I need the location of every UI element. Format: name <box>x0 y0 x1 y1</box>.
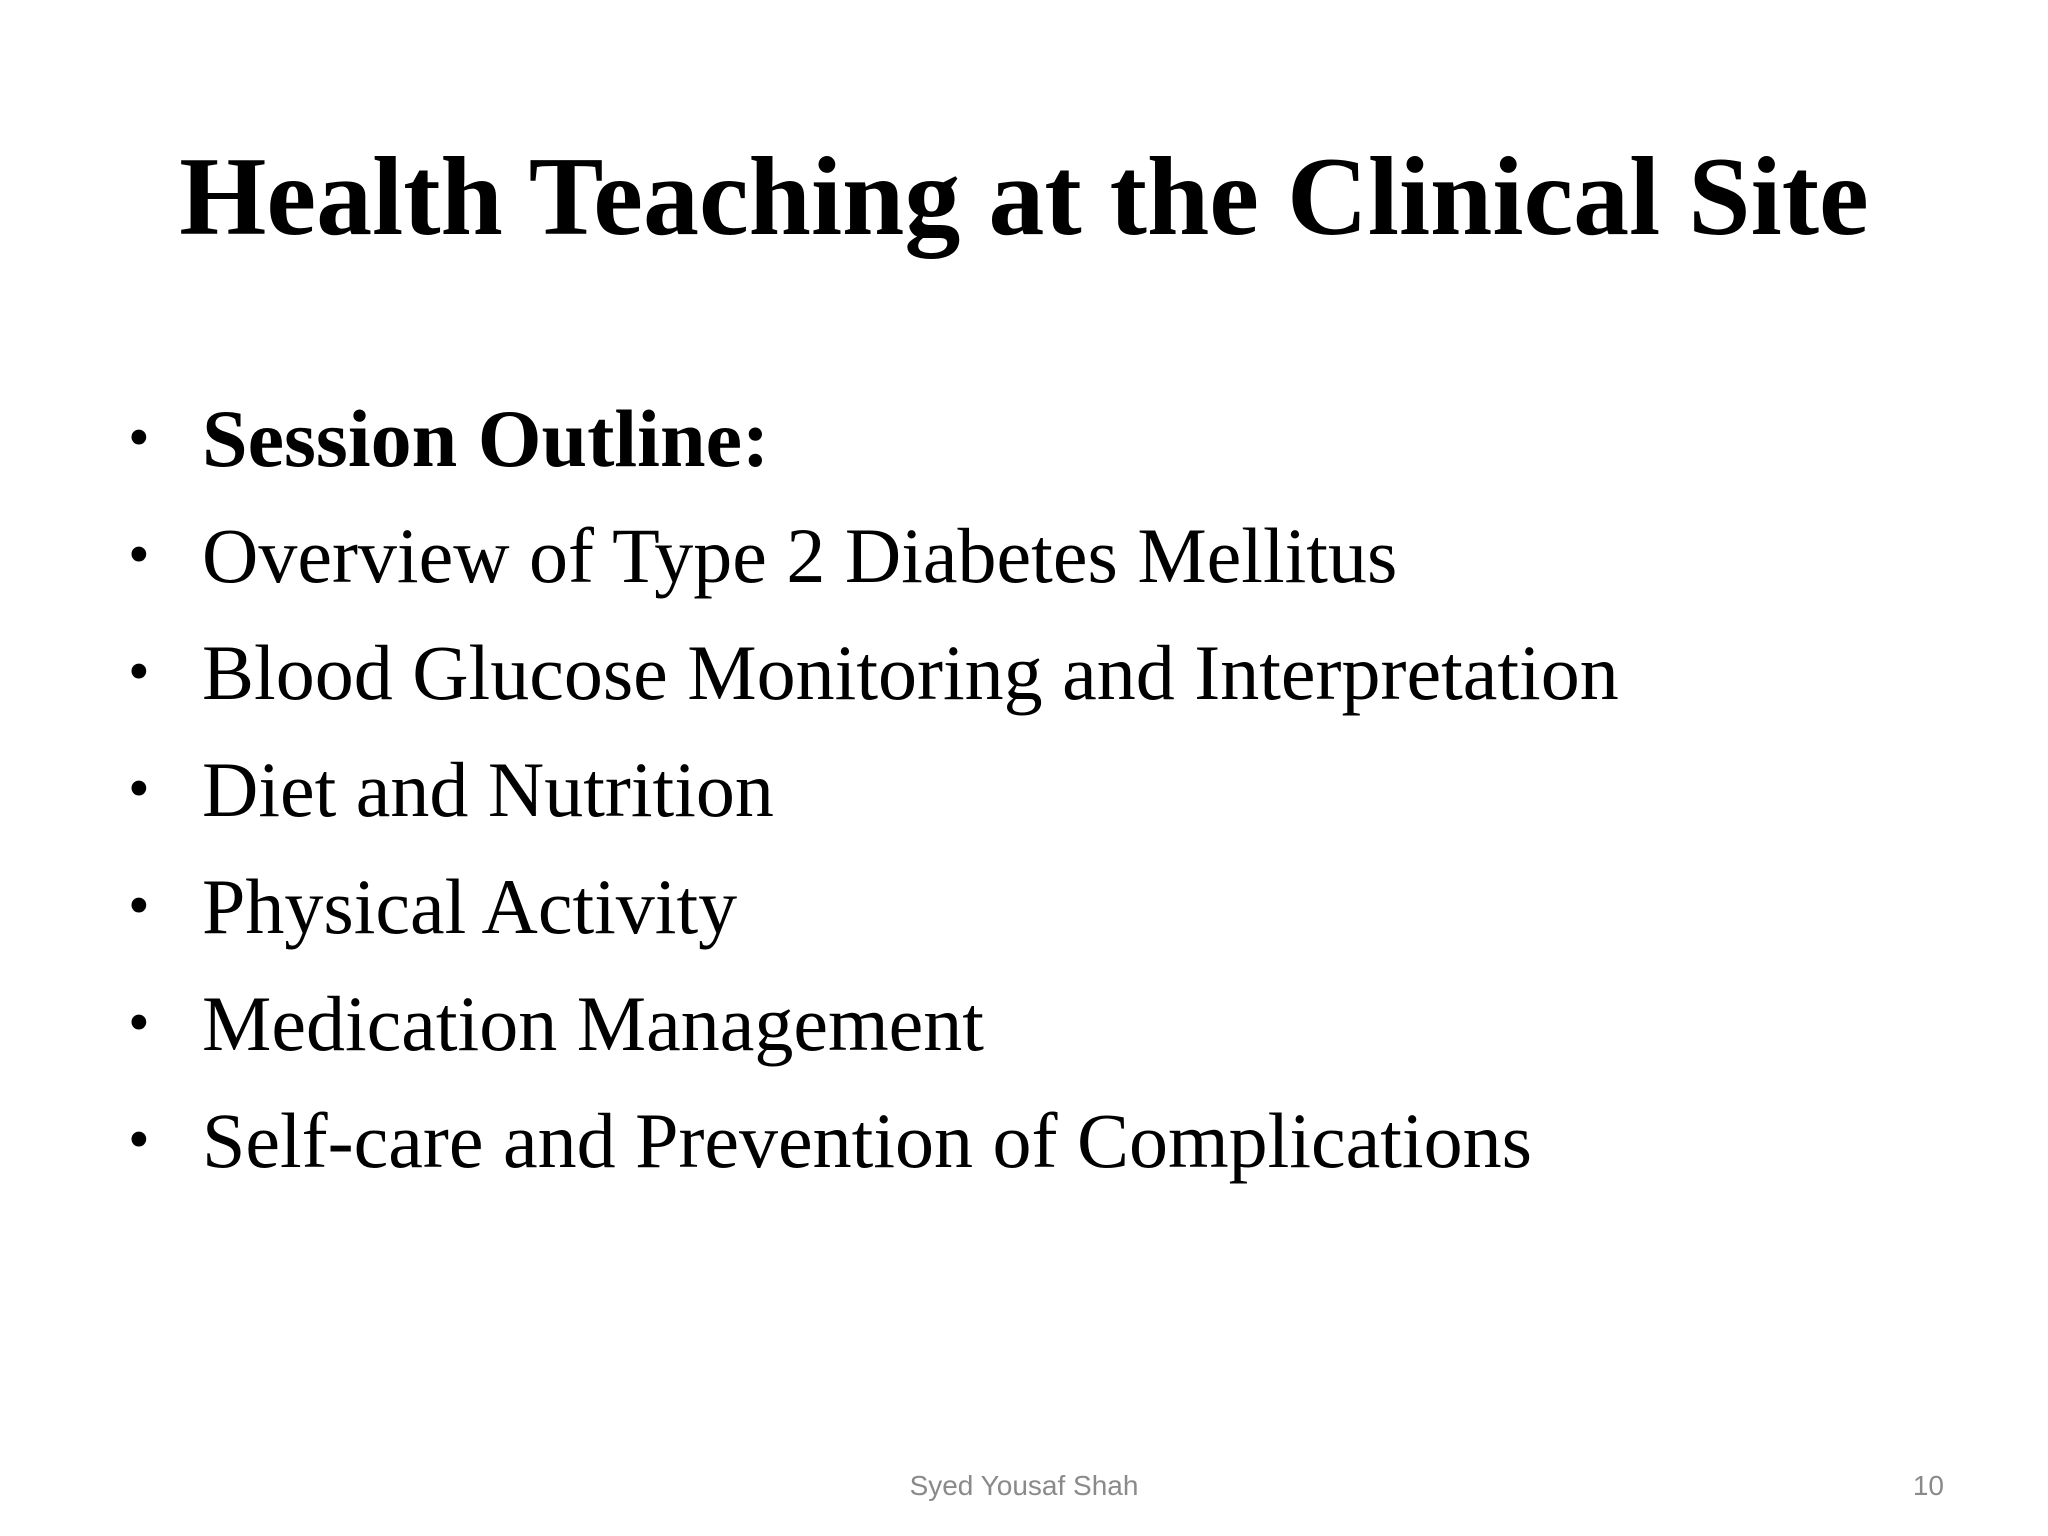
bullet-icon: • <box>128 404 150 472</box>
list-item-heading <box>128 380 1928 497</box>
list-item-text: Diet and Nutrition <box>202 746 774 833</box>
footer-author: Syed Yousaf Shah <box>909 1470 1139 1501</box>
list-item <box>128 848 1928 965</box>
list-item <box>128 731 1928 848</box>
list-item <box>128 614 1928 731</box>
page-number: 10 <box>1912 1470 1944 1501</box>
bullet-list <box>128 380 1928 1199</box>
bullet-icon: • <box>128 521 150 589</box>
list-item <box>128 965 1928 1082</box>
list-item-text: Physical Activity <box>202 863 738 950</box>
list-item <box>128 1082 1928 1199</box>
bullet-icon: • <box>128 1106 150 1174</box>
bullet-icon: • <box>128 638 150 706</box>
list-item-text: Overview of Type 2 Diabetes Mellitus <box>202 512 1398 599</box>
bullet-icon: • <box>128 755 150 823</box>
list-item <box>128 497 1928 614</box>
list-item-text: Medication Management <box>202 980 984 1067</box>
list-item-text: Self-care and Prevention of Complications <box>202 1097 1532 1184</box>
bullet-icon: • <box>128 872 150 940</box>
bullet-icon: • <box>128 989 150 1057</box>
outline-heading: Session Outline: <box>202 393 770 484</box>
list-item-text: Blood Glucose Monitoring and Interpretation <box>202 629 1619 716</box>
slide-title: Health Teaching at the Clinical Site <box>179 135 1869 259</box>
